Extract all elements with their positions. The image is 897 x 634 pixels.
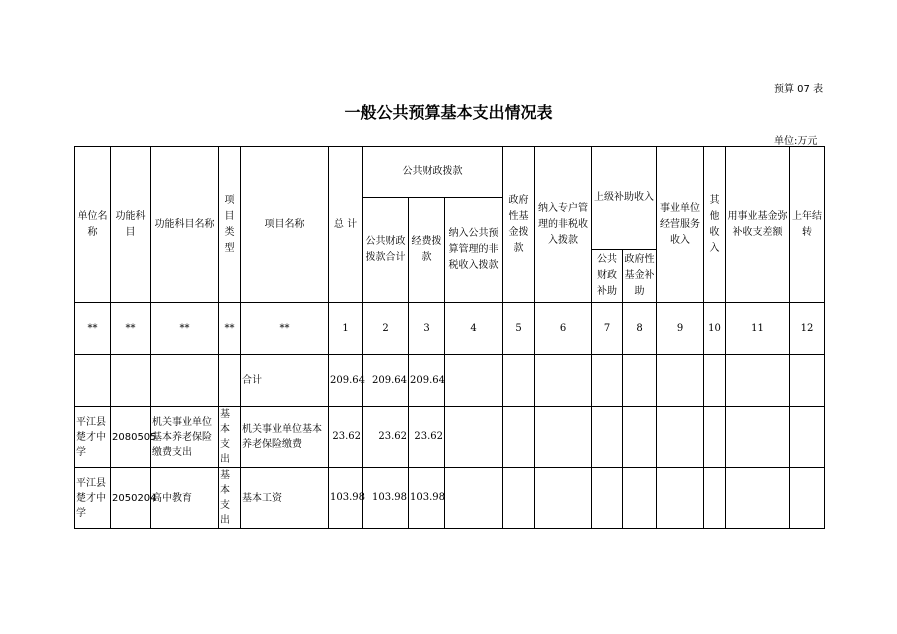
header-item-type: 项目类型: [219, 147, 241, 303]
table-row: [75, 468, 825, 529]
cell-empty: [503, 355, 535, 407]
index-cell: **: [219, 303, 241, 355]
cell-empty: [535, 468, 592, 529]
index-cell: 4: [445, 303, 503, 355]
index-cell: 8: [623, 303, 657, 355]
cell-unit: [75, 355, 111, 407]
cell-empty: [790, 407, 825, 468]
cell-public-total: 23.62: [363, 407, 409, 468]
cell-empty: [592, 355, 623, 407]
cell-empty: [657, 355, 704, 407]
cell-empty: [704, 355, 726, 407]
cell-name: 合计: [241, 355, 329, 407]
index-cell: 9: [657, 303, 704, 355]
index-cell: 2: [363, 303, 409, 355]
page-title: 一般公共预算基本支出情况表: [344, 103, 553, 122]
cell-empty: [726, 355, 790, 407]
cell-public-total: 209.64: [363, 355, 409, 407]
cell-unit: 平江县楚才中学: [75, 407, 111, 468]
header-non-tax: 纳入公共预算管理的非税收入拨款: [445, 198, 503, 303]
cell-total: 23.62: [329, 407, 363, 468]
header-other: 其他收入: [704, 147, 726, 303]
header-upper-public: 公共财政补助: [592, 250, 623, 303]
cell-empty: [445, 407, 503, 468]
unit-label: 单位:万元: [774, 136, 818, 147]
header-unit-name: 单位名称: [75, 147, 111, 303]
header-item-name: 项目名称: [241, 147, 329, 303]
cell-name: 机关事业单位基本养老保险缴费: [241, 407, 329, 468]
cell-empty: [726, 468, 790, 529]
index-cell: 1: [329, 303, 363, 355]
index-cell: 3: [409, 303, 445, 355]
header-business: 事业单位经营服务收入: [657, 147, 704, 303]
header-funding: 经费拨款: [409, 198, 445, 303]
index-cell: **: [151, 303, 219, 355]
cell-empty: [790, 468, 825, 529]
cell-empty: [592, 468, 623, 529]
cell-empty: [704, 407, 726, 468]
cell-func: 高中教育: [151, 468, 219, 529]
cell-code: [111, 355, 151, 407]
table-number-label: 预算 07 表: [774, 84, 824, 95]
header-func-name: 功能科目名称: [151, 147, 219, 303]
cell-empty: [503, 407, 535, 468]
table-row: [75, 407, 825, 468]
cell-unit: 平江县楚才中学: [75, 468, 111, 529]
index-cell: 5: [503, 303, 535, 355]
header-upper-gov: 政府性基金补助: [623, 250, 657, 303]
header-public-group: 公共财政拨款: [363, 147, 503, 198]
index-cell: **: [241, 303, 329, 355]
cell-total: 103.98: [329, 468, 363, 529]
cell-type: [219, 355, 241, 407]
cell-funding: 103.98: [409, 468, 445, 529]
cell-empty: [623, 355, 657, 407]
cell-code: 2050204: [111, 468, 151, 529]
header-special-non-tax: 纳入专户管理的非税收入拨款: [535, 147, 592, 303]
cell-empty: [535, 407, 592, 468]
cell-empty: [623, 468, 657, 529]
header-fund-offset: 用事业基金弥补收支差额: [726, 147, 790, 303]
cell-empty: [657, 468, 704, 529]
cell-empty: [623, 407, 657, 468]
index-cell: 11: [726, 303, 790, 355]
index-row: [75, 303, 825, 355]
cell-total: 209.64: [329, 355, 363, 407]
table-row: [75, 355, 825, 407]
index-cell: 10: [704, 303, 726, 355]
cell-func: [151, 355, 219, 407]
cell-func: 机关事业单位基本养老保险缴费支出: [151, 407, 219, 468]
cell-empty: [726, 407, 790, 468]
cell-empty: [535, 355, 592, 407]
cell-empty: [503, 468, 535, 529]
cell-funding: 23.62: [409, 407, 445, 468]
header-public-total: 公共财政拨款合计: [363, 198, 409, 303]
index-cell: **: [75, 303, 111, 355]
index-cell: **: [111, 303, 151, 355]
cell-empty: [657, 407, 704, 468]
cell-name: 基本工资: [241, 468, 329, 529]
cell-empty: [445, 468, 503, 529]
cell-empty: [704, 468, 726, 529]
cell-empty: [790, 355, 825, 407]
cell-type: 基本支出: [219, 407, 241, 468]
index-cell: 12: [790, 303, 825, 355]
index-cell: 6: [535, 303, 592, 355]
cell-empty: [445, 355, 503, 407]
budget-table: [74, 146, 825, 529]
header-upper-group: 上级补助收入: [592, 147, 657, 250]
cell-public-total: 103.98: [363, 468, 409, 529]
cell-empty: [592, 407, 623, 468]
header-gov-fund: 政府性基金拨款: [503, 147, 535, 303]
header-last-year: 上年结转: [790, 147, 825, 303]
index-cell: 7: [592, 303, 623, 355]
cell-code: 2080505: [111, 407, 151, 468]
header-func-code: 功能科目: [111, 147, 151, 303]
header-total: 总 计: [329, 147, 363, 303]
cell-type: 基本支出: [219, 468, 241, 529]
cell-funding: 209.64: [409, 355, 445, 407]
